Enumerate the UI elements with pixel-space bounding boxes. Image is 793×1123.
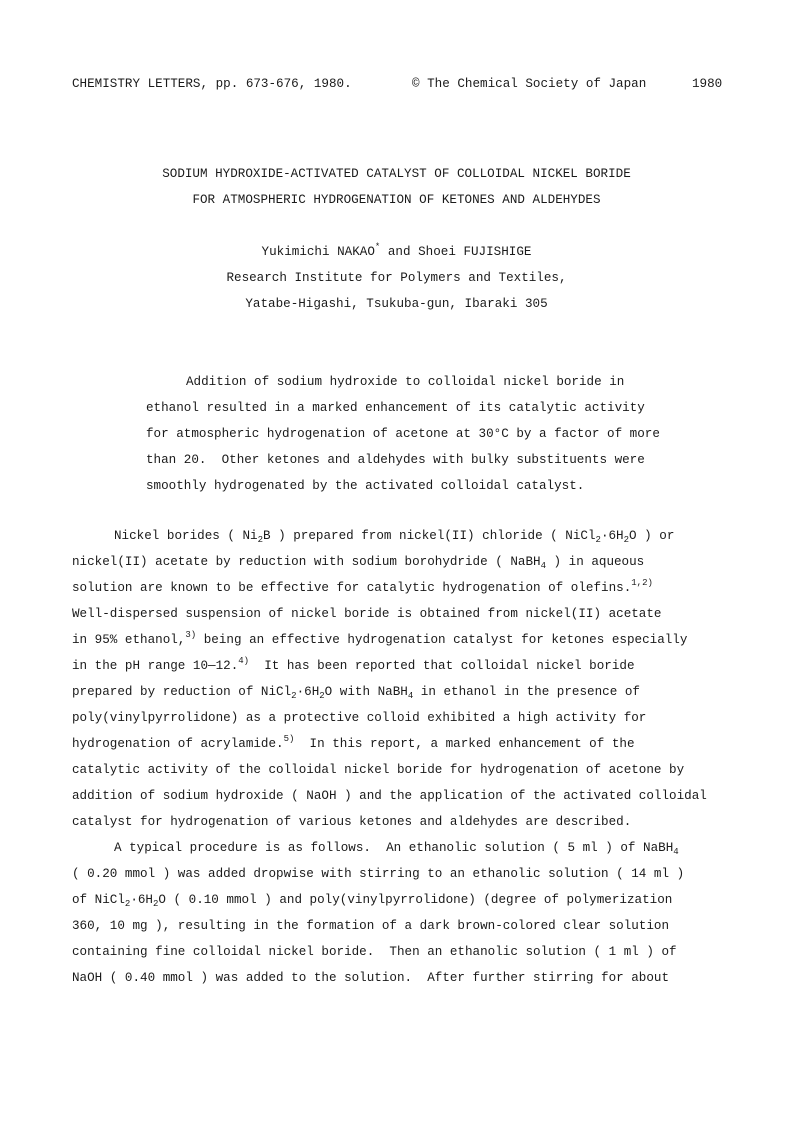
affiliation-line-1: Research Institute for Polymers and Textiles,: [226, 271, 567, 285]
abstract-line: ethanol resulted in a marked enhancement of its catalytic activity: [146, 401, 645, 415]
body-line: Well-dispersed suspension of nickel boride is obtained from nickel(II) acetate: [72, 607, 662, 621]
body-line: addition of sodium hydroxide ( NaOH ) and the application of the activated colloidal: [72, 789, 707, 803]
body-line: Nickel borides ( $Ni_2B$ ) prepared from nickel(II) chloride ( $NiCl_2\cdot 6H_2O$ ) or: [114, 529, 675, 545]
copyright-notice: © The Chemical Society of Japan: [412, 77, 647, 91]
abstract-line: than 20. Other ketones and aldehydes with bulky substituents were: [146, 453, 645, 467]
authors: [0, 244, 793, 260]
body-line: hydrogenation of acrylamide.$^{5)}$ In this report, a marked enhancement of the: [72, 734, 635, 751]
abstract-line: for atmospheric hydrogenation of acetone at 30°C by a factor of more: [146, 427, 660, 441]
paper-title-line-1: SODIUM HYDROXIDE-ACTIVATED CATALYST OF COLLOIDAL NICKEL BORIDE: [162, 167, 631, 181]
body-line: catalytic activity of the colloidal nickel boride for hydrogenation of acetone by: [72, 763, 685, 777]
body-line: ( 0.20 mmol ) was added dropwise with stirring to an ethanolic solution ( 14 ml ): [72, 867, 685, 881]
body-line: poly(vinylpyrrolidone) as a protective colloid exhibited a high activity for: [72, 711, 647, 725]
body-line: catalyst for hydrogenation of various ketones and aldehydes are described.: [72, 815, 632, 829]
abstract-line: smoothly hydrogenated by the activated colloidal catalyst.: [146, 479, 585, 493]
reference-mark: 3): [185, 630, 197, 640]
header-year: 1980: [692, 77, 723, 91]
abstract-line: Addition of sodium hydroxide to colloidal nickel boride in: [186, 375, 625, 389]
author-2: and Shoei FUJISHIGE: [380, 245, 532, 259]
body-line: A typical procedure is as follows. An ethanolic solution ( 5 ml ) of NaBH$_4$: [114, 841, 679, 857]
affiliation-line-2: Yatabe-Higashi, Tsukuba-gun, Ibaraki 305: [245, 297, 548, 311]
journal-citation: CHEMISTRY LETTERS, pp. 673-676, 1980.: [72, 77, 352, 91]
body-line: NaOH ( 0.40 mmol ) was added to the solution. After further stirring for about: [72, 971, 670, 985]
corresponding-mark: *: [374, 242, 381, 252]
body-line: in the pH range 10—12.$^{4)}$ It has been reported that colloidal nickel boride: [72, 656, 635, 673]
reference-mark: 4): [238, 656, 250, 666]
reference-mark: 1,2): [631, 578, 653, 588]
body-line: 360, 10 mg ), resulting in the formation of a dark brown-colored clear solution: [72, 919, 670, 933]
paper-title-line-2: FOR ATMOSPHERIC HYDROGENATION OF KETONES AND ALDEHYDES: [192, 193, 601, 207]
body-line: nickel(II) acetate by reduction with sodium borohydride ( NaBH$_4$ ) in aqueous: [72, 555, 645, 571]
body-line: prepared by reduction of $NiCl_2\cdot 6H_2O$ with NaBH$_4$ in ethanol in the presence of: [72, 685, 640, 701]
body-line: solution are known to be effective for catalytic hydrogenation of olefins.$^{1,2)}$: [72, 578, 653, 595]
body-line: containing fine colloidal nickel boride. Then an ethanolic solution ( 1 ml ) of: [72, 945, 677, 959]
body-line: of $NiCl_2\cdot 6H_2O$ ( 0.10 mmol ) and poly(vinylpyrrolidone) (degree of polymerization: [72, 893, 673, 909]
reference-mark: 5): [283, 734, 295, 744]
author-1: Yukimichi NAKAO: [261, 245, 375, 259]
body-line: in 95% ethanol,$^{3)}$ being an effective hydrogenation catalyst for ketones especially: [72, 630, 688, 647]
